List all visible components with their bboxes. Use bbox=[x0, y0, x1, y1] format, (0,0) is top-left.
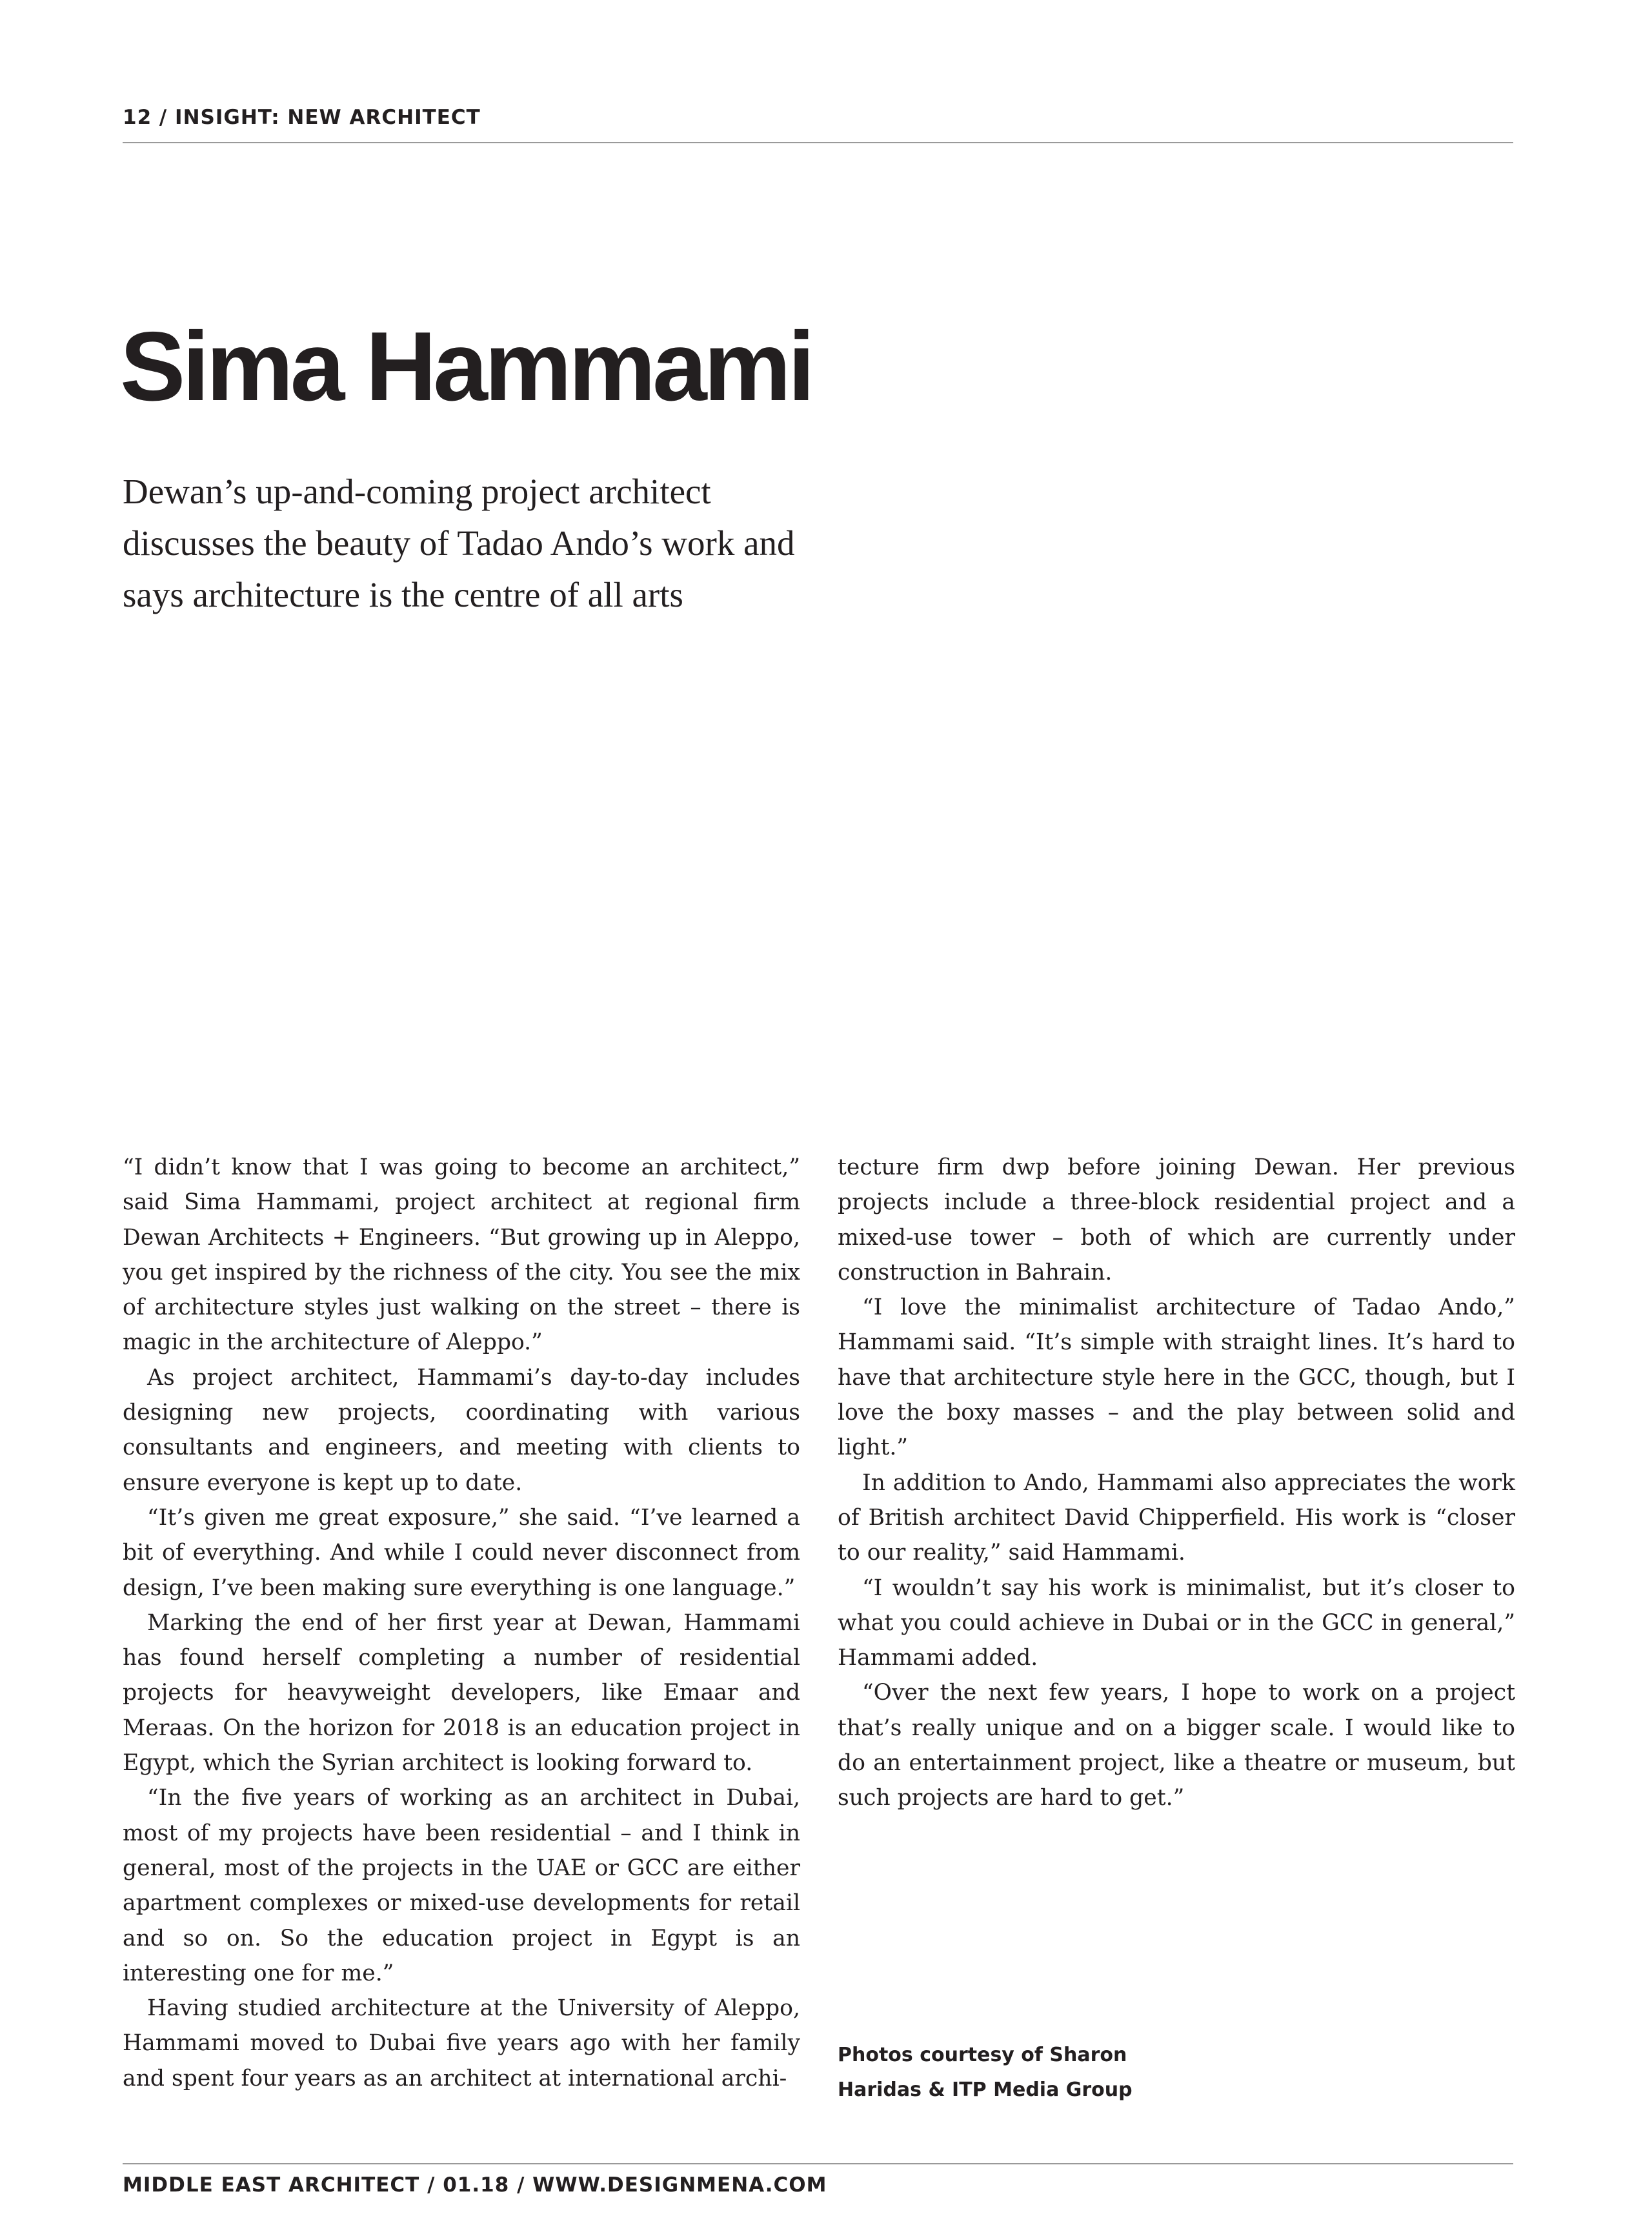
body-paragraph: “In the five years of working as an architect in Dubai, most of my projects have been residential – and I think in general, most of the projects in the UAE or GCC are either apartment complexes or mixed-use developments for retail and so on. So the education project in Egypt is an interesting one for me.” bbox=[123, 1785, 800, 1986]
article-deck: Dewan’s up-and-coming project architect discusses the beauty of Tadao Ando’s work and says architecture is the centre of all arts bbox=[123, 472, 795, 614]
body-paragraph: Marking the end of her first year at Dewan, Hammami has found herself completing a number of residential projects for heavyweight developers, like Emaar and Meraas. On the horizon for 2018 is an education project in Egypt, which the Syrian architect is looking forward to. bbox=[123, 1609, 800, 1777]
body-paragraph: In addition to Ando, Hammami also appreciates the work of British architect David Chipperfield. His work is “closer to our reality,” said Hammami. bbox=[838, 1469, 1515, 1566]
body-paragraph: “I wouldn’t say his work is minimalist, but it’s closer to what you could achieve in Dubai or in the GCC in general,” Hammami added. bbox=[838, 1575, 1515, 1671]
body-paragraph: “Over the next few years, I hope to work on a project that’s really unique and on a bigger scale. I would like to do an entertainment project, like a theatre or museum, but such projects are hard to get.” bbox=[838, 1680, 1515, 1811]
footer-rule bbox=[123, 2163, 1513, 2164]
running-head: 12 / INSIGHT: NEW ARCHITECT bbox=[123, 106, 481, 129]
body-paragraph: As project architect, Hammami’s day-to-day includes designing new projects, coordinating with various consultants and engineers, and meeting with clients to ensure everyone is kept up to date. bbox=[123, 1364, 800, 1496]
body-paragraph: tecture firm dwp before joining Dewan. Her previous projects include a three-block residential project and a mixed-use tower – both of which are currently under construction in Bahrain. bbox=[838, 1154, 1515, 1285]
body-column-left bbox=[123, 1150, 800, 2096]
body-paragraph: “I didn’t know that I was going to become an architect,” said Sima Hammami, project architect at regional firm Dewan Architects + Engineers. “But growing up in Aleppo, you get inspired by the richness of the city. You see the mix of architecture styles just walking on the street – there is magic in the architecture of Aleppo.” bbox=[123, 1154, 800, 1356]
page-footer: MIDDLE EAST ARCHITECT / 01.18 / WWW.DESIGNMENA.COM bbox=[123, 2173, 827, 2197]
body-column-right bbox=[838, 1150, 1515, 1816]
article-title: Sima Hammami bbox=[120, 312, 812, 421]
photo-credit: Photos courtesy of Sharon Haridas & ITP Media Group bbox=[838, 2044, 1133, 2101]
header-rule bbox=[123, 142, 1513, 143]
body-paragraph: “It’s given me great exposure,” she said. “I’ve learned a bit of everything. And while I could never disconnect from design, I’ve been making sure everything is one language.” bbox=[123, 1504, 800, 1601]
body-paragraph: Having studied architecture at the University of Aleppo, Hammami moved to Dubai five years ago with her family and spent four years as an architect at international archi- bbox=[123, 1995, 800, 2091]
body-paragraph: “I love the minimalist architecture of Tadao Ando,” Hammami said. “It’s simple with straight lines. It’s hard to have that architecture style here in the GCC, though, but I love the boxy masses – and the play between solid and light.” bbox=[838, 1294, 1515, 1461]
